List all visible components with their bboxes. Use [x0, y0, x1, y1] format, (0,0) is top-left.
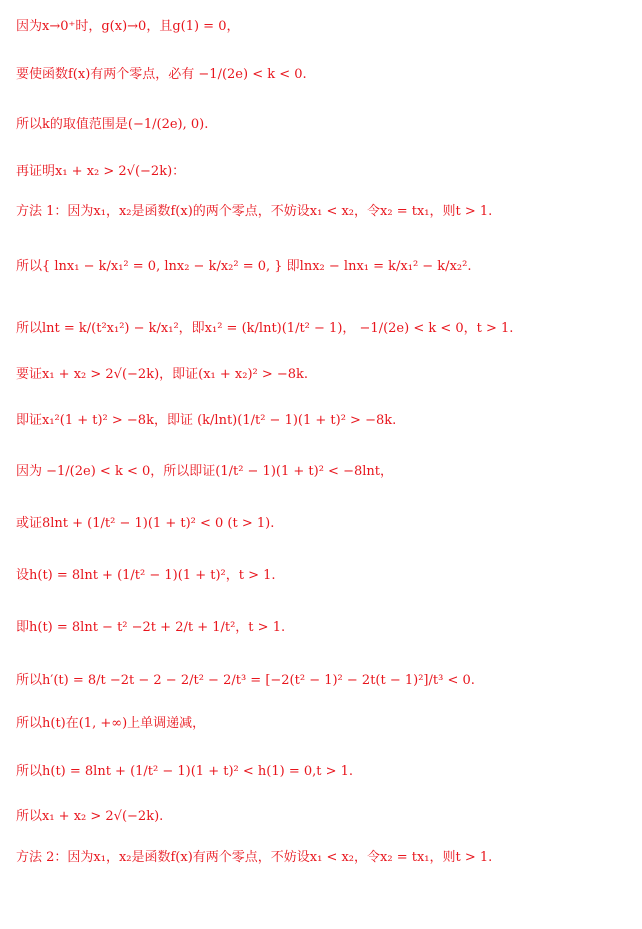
- line-3: 所以k的取值范围是(−1/(2e), 0).: [16, 117, 209, 132]
- line-1: 因为x→0⁺时，g(x)→0，且g(1) = 0，: [16, 19, 240, 34]
- line-7: 所以lnt = k/(t²x₁²) − k/x₁²，即x₁² = (k/lnt)(1/t² − 1)， −1/(2e) < k < 0，t > 1.: [16, 321, 514, 336]
- line-2: 要使函数f(x)有两个零点，必有 −1/(2e) < k < 0.: [16, 67, 307, 82]
- line-17: 所以x₁ + x₂ > 2√(−2k).: [16, 809, 164, 824]
- line-11: 或证8lnt + (1/t² − 1)(1 + t)² < 0 (t > 1).: [16, 516, 275, 531]
- line-6: 所以{ lnx₁ − k/x₁² = 0, lnx₂ − k/x₂² = 0, } 即lnx₂ − lnx₁ = k/x₁² − k/x₂².: [16, 259, 472, 274]
- line-4: 再证明x₁ + x₂ > 2√(−2k)：: [16, 164, 186, 179]
- line-12: 设h(t) = 8lnt + (1/t² − 1)(1 + t)²，t > 1.: [16, 568, 276, 583]
- line-10: 因为 −1/(2e) < k < 0，所以即证(1/t² − 1)(1 + t)² < −8lnt，: [16, 464, 393, 479]
- line-9: 即证x₁²(1 + t)² > −8k，即证 (k/lnt)(1/t² − 1)(1 + t)² > −8k.: [16, 413, 397, 428]
- line-5: 方法 1：因为x₁，x₂是函数f(x)的两个零点，不妨设x₁ < x₂，令x₂ = tx₁，则t > 1.: [16, 204, 493, 219]
- line-13: 即h(t) = 8lnt − t² −2t + 2/t + 1/t²，t > 1.: [16, 620, 286, 635]
- line-16: 所以h(t) = 8lnt + (1/t² − 1)(1 + t)² < h(1) = 0,t > 1.: [16, 764, 354, 779]
- line-15: 所以h(t)在(1, +∞)上单调递减，: [16, 716, 206, 731]
- line-14: 所以h′(t) = 8/t −2t − 2 − 2/t² − 2/t³ = [−2(t² − 1)² − 2t(t − 1)²]/t³ < 0.: [16, 673, 475, 688]
- line-18: 方法 2：因为x₁，x₂是函数f(x)有两个零点，不妨设x₁ < x₂，令x₂ = tx₁，则t > 1.: [16, 850, 493, 865]
- line-8: 要证x₁ + x₂ > 2√(−2k)，即证(x₁ + x₂)² > −8k.: [16, 367, 309, 382]
